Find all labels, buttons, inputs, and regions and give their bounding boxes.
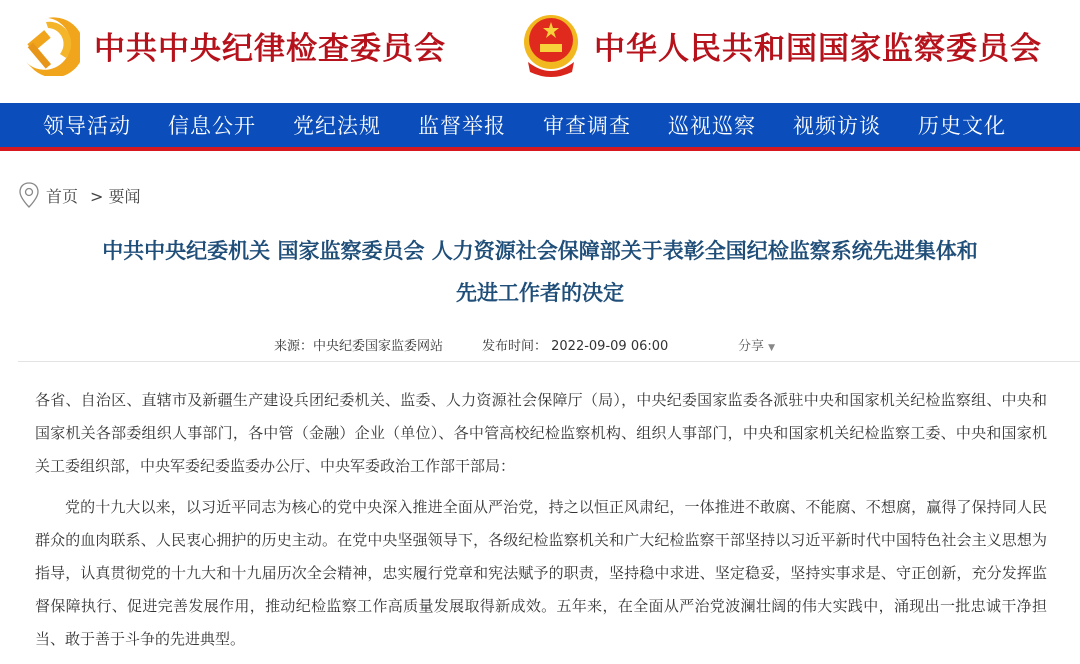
paragraph: 各省、自治区、直辖市及新疆生产建设兵团纪委机关、监委、人力资源社会保障厅（局），中央纪委国家监委各派驻中央和国家机关纪检监察组、中央和国家机关各部委组织人事部门，各中管（金融）企业（单位）、各中管高校纪检监察机构、组织人事部门，中央和国家机关纪检监察工委、中央和国家机关工委组织部，中央军委纪委监委办公厅、中央军委政治工作部干部局： (35, 391, 1047, 475)
article-title: 中共中央纪委机关 国家监察委员会 人力资源社会保障部关于表彰全国纪检监察系统先进集体和 先进工作者的决定 (102, 239, 978, 305)
nav-regulations[interactable]: 党纪法规 (293, 114, 381, 138)
article-date: 发布时间： 2022-09-09 06:00 (482, 339, 669, 354)
article-source: 来源：中央纪委国家监委网站 (274, 339, 444, 354)
nav-history[interactable]: 历史文化 (918, 114, 1006, 138)
national-emblem-icon (522, 10, 580, 80)
nsc-logo[interactable] (522, 10, 1042, 80)
nsc-name: 中华人民共和国国家监察委员会 (594, 30, 1042, 67)
breadcrumb-home[interactable]: 首页 (46, 186, 79, 206)
location-pin-icon (18, 181, 40, 209)
nav-investigation[interactable]: 审查调查 (543, 114, 631, 138)
breadcrumb (18, 181, 141, 209)
nav-info[interactable]: 信息公开 (168, 114, 256, 138)
share-button[interactable]: 分享 ▼ (738, 339, 776, 354)
nav-accent-line (0, 147, 1080, 151)
ccdi-name: 中共中央纪律检查委员会 (94, 30, 446, 67)
site-header (0, 0, 1080, 103)
divider (18, 361, 1080, 362)
nav-report[interactable]: 监督举报 (418, 114, 506, 138)
caret-down-icon: ▼ (768, 343, 776, 353)
nav-inspection[interactable]: 巡视巡察 (668, 114, 756, 138)
paragraph: 党的十九大以来，以习近平同志为核心的党中央深入推进全面从严治党，持之以恒正风肃纪，一体推进不敢腐、不能腐、不想腐，赢得了保持同人民群众的血肉联系、人民衷心拥护的历史主动。在党中央坚强领导下，各级纪检监察机关和广大纪检监察干部坚持以习近平新时代中国特色社会主义思想为指导，认真贯彻党的十九大和十九届历次全会精神，忠实履行党章和宪法赋予的职责，坚持稳中求进、坚定稳妥，坚持实事求是、守正创新，充分发挥监督保障执行、促进完善发展作用，推动纪检监察工作高质量发展取得新成效。五年来，在全面从严治党波澜壮阔的伟大实践中，涌现出一批忠诚干净担当、敢于善于斗争的先进典型。 (35, 498, 1047, 648)
nav-leadership[interactable]: 领导活动 (43, 114, 131, 138)
nav-video[interactable]: 视频访谈 (793, 114, 881, 138)
ccdi-logo[interactable] (18, 14, 446, 76)
breadcrumb-current[interactable]: > 要闻 (90, 186, 141, 206)
party-emblem-icon (18, 14, 80, 76)
main-nav (0, 103, 1080, 147)
article-body (35, 384, 1047, 664)
